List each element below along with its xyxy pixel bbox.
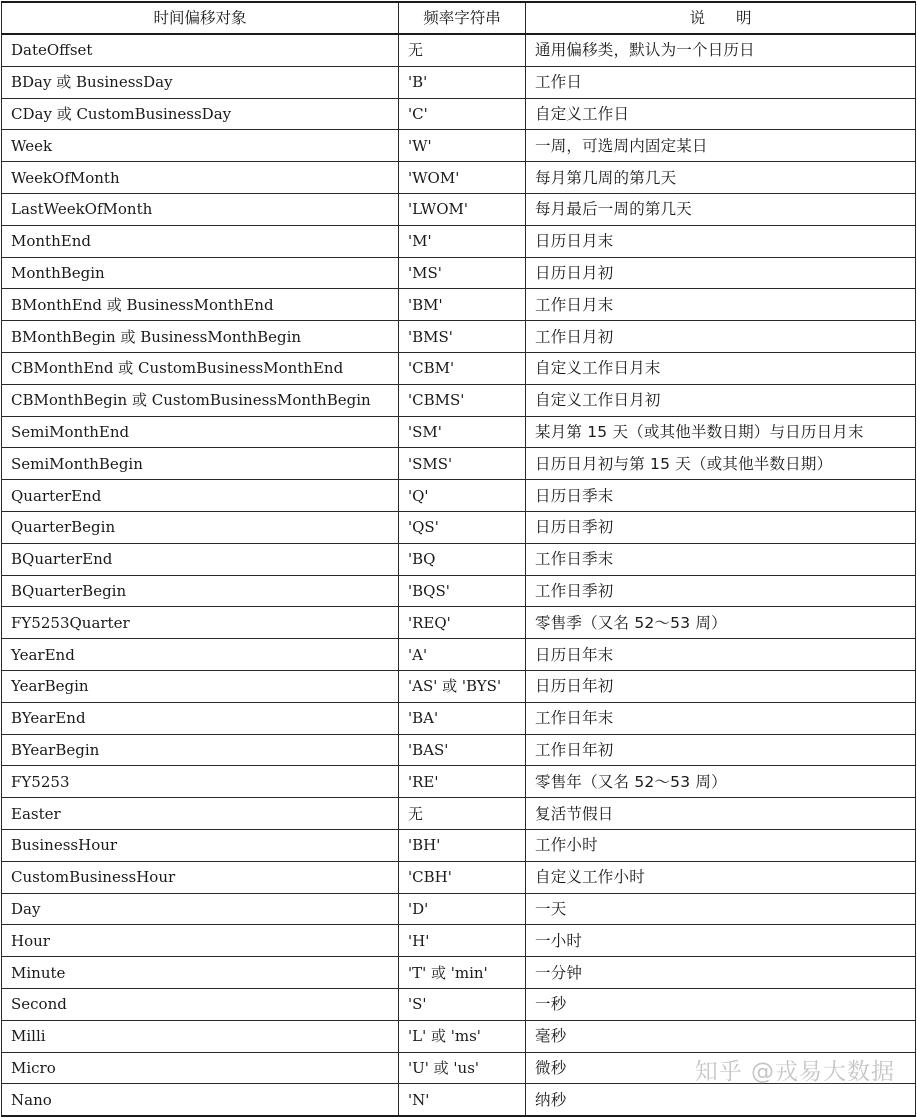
offset-object-cell: QuarterBegin <box>2 511 399 543</box>
table-row <box>2 321 916 353</box>
frequency-string-cell: 'AS' 或 'BYS' <box>399 670 526 702</box>
frequency-string-cell: 'T' 或 'min' <box>399 957 526 989</box>
offset-object-cell: MonthEnd <box>2 225 399 257</box>
table-row <box>2 480 916 512</box>
table-row <box>2 1084 916 1116</box>
frequency-string-cell: 'BAS' <box>399 734 526 766</box>
frequency-string-cell: 'BA' <box>399 702 526 734</box>
frequency-string-cell: 'REQ' <box>399 607 526 639</box>
watermark: 知乎 @戎易大数据 <box>694 1059 895 1085</box>
offset-object-cell: FY5253 <box>2 766 399 798</box>
description-cell: 每月第几周的第几天 <box>526 162 916 194</box>
offset-object-cell: WeekOfMonth <box>2 162 399 194</box>
frequency-string-cell: 'CBH' <box>399 861 526 893</box>
frequency-string-cell: 'U' 或 'us' <box>399 1052 526 1084</box>
description-cell: 自定义工作日 <box>526 98 916 130</box>
description-cell: 工作日季初 <box>526 575 916 607</box>
offset-object-cell: BYearEnd <box>2 702 399 734</box>
frequency-string-cell: 'BMS' <box>399 321 526 353</box>
table-row <box>2 162 916 194</box>
table-row <box>2 607 916 639</box>
offset-object-cell: Second <box>2 988 399 1020</box>
frequency-string-cell: 'BQS' <box>399 575 526 607</box>
offset-object-cell: Micro <box>2 1052 399 1084</box>
offset-object-cell: Hour <box>2 925 399 957</box>
description-cell: 复活节假日 <box>526 798 916 830</box>
description-cell: 工作日季末 <box>526 543 916 575</box>
frequency-string-cell: 'L' 或 'ms' <box>399 1020 526 1052</box>
frequency-string-cell: 'H' <box>399 925 526 957</box>
frequency-string-cell: 'BH' <box>399 829 526 861</box>
header-frequency-string: 频率字符串 <box>399 2 526 34</box>
description-cell: 工作小时 <box>526 829 916 861</box>
frequency-string-cell: 'D' <box>399 893 526 925</box>
description-cell: 自定义工作日月初 <box>526 384 916 416</box>
offset-object-cell: SemiMonthBegin <box>2 448 399 480</box>
offset-object-cell: CustomBusinessHour <box>2 861 399 893</box>
description-cell: 日历日月初与第 15 天（或其他半数日期） <box>526 448 916 480</box>
offset-object-cell: BDay 或 BusinessDay <box>2 66 399 98</box>
frequency-string-cell: 'WOM' <box>399 162 526 194</box>
table-row <box>2 511 916 543</box>
frequency-string-cell: 'N' <box>399 1084 526 1116</box>
offset-object-cell: Minute <box>2 957 399 989</box>
frequency-string-cell: 'S' <box>399 988 526 1020</box>
description-cell: 日历日年初 <box>526 670 916 702</box>
offset-object-cell: FY5253Quarter <box>2 607 399 639</box>
description-cell: 工作日年初 <box>526 734 916 766</box>
header-description: 说 明 <box>526 2 916 34</box>
frequency-string-cell: 'MS' <box>399 257 526 289</box>
table-row <box>2 702 916 734</box>
table-row <box>2 575 916 607</box>
header-offset-object: 时间偏移对象 <box>2 2 399 34</box>
table-row <box>2 34 916 66</box>
table-header-row <box>2 2 916 34</box>
offset-object-cell: CBMonthEnd 或 CustomBusinessMonthEnd <box>2 352 399 384</box>
frequency-string-cell: 'SMS' <box>399 448 526 480</box>
offset-object-cell: BYearBegin <box>2 734 399 766</box>
description-cell: 日历日月初 <box>526 257 916 289</box>
offset-object-cell: BQuarterBegin <box>2 575 399 607</box>
frequency-string-cell: 'SM' <box>399 416 526 448</box>
table-row <box>2 957 916 989</box>
frequency-string-cell: 'QS' <box>399 511 526 543</box>
table-row <box>2 193 916 225</box>
description-cell: 工作日月末 <box>526 289 916 321</box>
offset-object-cell: BQuarterEnd <box>2 543 399 575</box>
table-row <box>2 1020 916 1052</box>
frequency-string-cell: 'LWOM' <box>399 193 526 225</box>
offset-object-cell: MonthBegin <box>2 257 399 289</box>
frequency-string-cell: 'C' <box>399 98 526 130</box>
table-row <box>2 1052 916 1084</box>
table-row <box>2 861 916 893</box>
frequency-string-cell: 'BQ <box>399 543 526 575</box>
table-row <box>2 130 916 162</box>
table-row <box>2 257 916 289</box>
frequency-string-cell: 'A' <box>399 639 526 671</box>
description-cell: 一分钟 <box>526 957 916 989</box>
offset-object-cell: LastWeekOfMonth <box>2 193 399 225</box>
offset-aliases-table <box>1 1 916 1117</box>
description-cell: 微秒 <box>526 1052 916 1084</box>
table-row <box>2 416 916 448</box>
offset-object-cell: DateOffset <box>2 34 399 66</box>
description-cell: 一周，可选周内固定某日 <box>526 130 916 162</box>
description-cell: 一小时 <box>526 925 916 957</box>
description-cell: 工作日年末 <box>526 702 916 734</box>
offset-object-cell: BusinessHour <box>2 829 399 861</box>
table-body <box>2 34 916 1116</box>
description-cell: 纳秒 <box>526 1084 916 1116</box>
table-row <box>2 448 916 480</box>
description-cell: 每月最后一周的第几天 <box>526 193 916 225</box>
description-cell: 日历日年末 <box>526 639 916 671</box>
table-row <box>2 639 916 671</box>
description-cell: 日历日季末 <box>526 480 916 512</box>
description-cell: 日历日季初 <box>526 511 916 543</box>
description-cell: 某月第 15 天（或其他半数日期）与日历日月末 <box>526 416 916 448</box>
table-row <box>2 225 916 257</box>
offset-object-cell: Week <box>2 130 399 162</box>
table-row <box>2 925 916 957</box>
offset-object-cell: CBMonthBegin 或 CustomBusinessMonthBegin <box>2 384 399 416</box>
offset-object-cell: BMonthEnd 或 BusinessMonthEnd <box>2 289 399 321</box>
table-row <box>2 734 916 766</box>
offset-object-cell: SemiMonthEnd <box>2 416 399 448</box>
table-row <box>2 798 916 830</box>
table-row <box>2 988 916 1020</box>
offset-object-cell: Milli <box>2 1020 399 1052</box>
table-row <box>2 829 916 861</box>
table-row <box>2 98 916 130</box>
description-cell: 日历日月末 <box>526 225 916 257</box>
description-cell: 零售季（又名 52～53 周） <box>526 607 916 639</box>
offset-object-cell: CDay 或 CustomBusinessDay <box>2 98 399 130</box>
frequency-string-cell: 'RE' <box>399 766 526 798</box>
description-cell: 自定义工作小时 <box>526 861 916 893</box>
offset-object-cell: QuarterEnd <box>2 480 399 512</box>
offset-object-cell: Day <box>2 893 399 925</box>
description-cell: 通用偏移类，默认为一个日历日 <box>526 34 916 66</box>
table-row <box>2 543 916 575</box>
description-cell: 一秒 <box>526 988 916 1020</box>
frequency-string-cell: 'CBMS' <box>399 384 526 416</box>
frequency-string-cell: 'CBM' <box>399 352 526 384</box>
table-row <box>2 766 916 798</box>
table-row <box>2 352 916 384</box>
table-row <box>2 893 916 925</box>
description-cell: 一天 <box>526 893 916 925</box>
table-row <box>2 66 916 98</box>
frequency-string-cell: 'M' <box>399 225 526 257</box>
table-row <box>2 384 916 416</box>
description-cell: 工作日 <box>526 66 916 98</box>
description-cell: 自定义工作日月末 <box>526 352 916 384</box>
offset-object-cell: Easter <box>2 798 399 830</box>
description-cell: 零售年（又名 52～53 周） <box>526 766 916 798</box>
offset-object-cell: YearEnd <box>2 639 399 671</box>
frequency-string-cell: 'Q' <box>399 480 526 512</box>
frequency-string-cell: 无 <box>399 798 526 830</box>
description-cell: 工作日月初 <box>526 321 916 353</box>
offset-object-cell: YearBegin <box>2 670 399 702</box>
frequency-string-cell: 'B' <box>399 66 526 98</box>
offset-object-cell: Nano <box>2 1084 399 1116</box>
description-cell: 毫秒 <box>526 1020 916 1052</box>
table-row <box>2 289 916 321</box>
frequency-string-cell: 'W' <box>399 130 526 162</box>
table-row <box>2 670 916 702</box>
offset-object-cell: BMonthBegin 或 BusinessMonthBegin <box>2 321 399 353</box>
frequency-string-cell: 'BM' <box>399 289 526 321</box>
frequency-string-cell: 无 <box>399 34 526 66</box>
